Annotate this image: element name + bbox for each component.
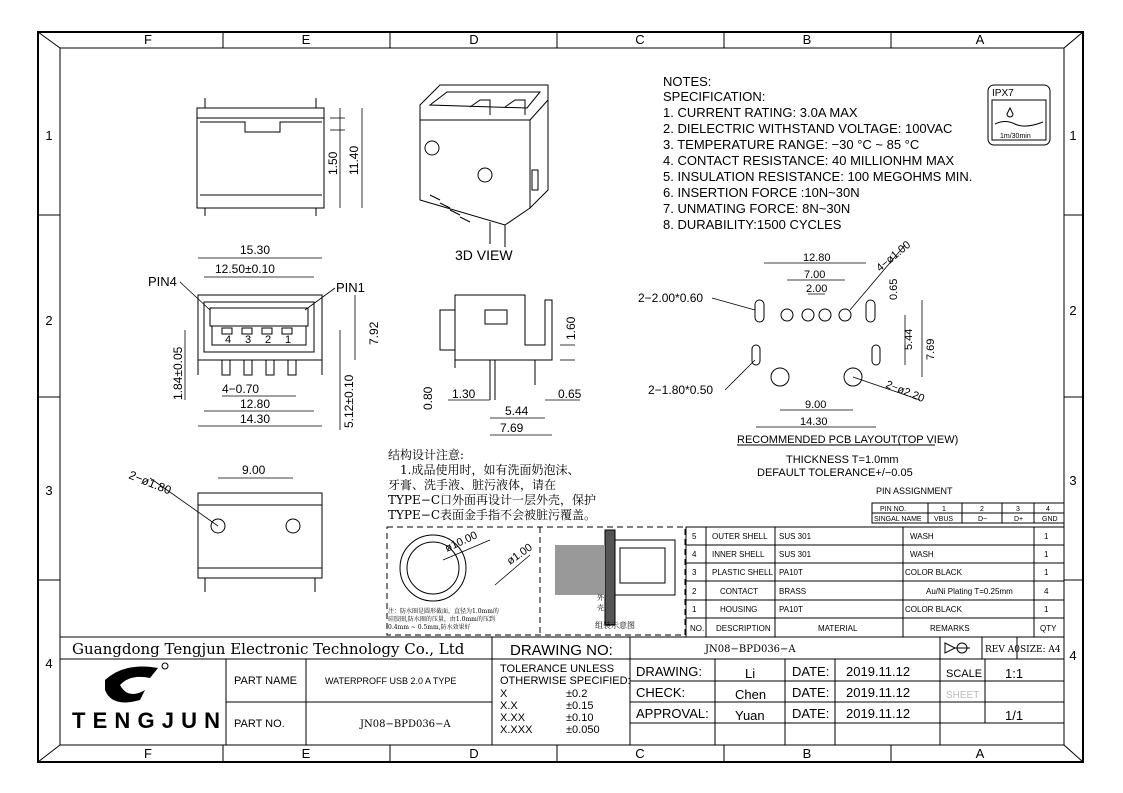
pcb-dim-7-00: 7.00 bbox=[804, 269, 826, 281]
date-label: DATE: bbox=[792, 706, 830, 721]
date-value: 2019.11.12 bbox=[846, 664, 911, 679]
dim-7-69: 7.69 bbox=[500, 421, 524, 435]
bom-no: 3 bbox=[692, 568, 697, 577]
pin-number: 4 bbox=[225, 334, 232, 346]
zone-col-c-bottom: C bbox=[635, 746, 645, 761]
note-line: 8. DURABILITY:1500 CYCLES bbox=[663, 217, 842, 232]
drawing-no-label: DRAWING NO: bbox=[510, 642, 613, 659]
assembly-label: 组装示意图 bbox=[595, 621, 635, 630]
pin-header: 2 bbox=[980, 506, 984, 513]
bom-material: SUS 301 bbox=[779, 550, 812, 559]
tol-val: ±0.15 bbox=[566, 700, 594, 712]
spec-heading: SPECIFICATION: bbox=[663, 89, 766, 104]
note-line: 1. CURRENT RATING: 3.0A MAX bbox=[663, 105, 858, 120]
dim-1-50: 1.50 bbox=[326, 151, 340, 175]
note-line: 3. TEMPERATURE RANGE: −30 °C ~ 85 °C bbox=[663, 137, 920, 152]
bom-remark: COLOR BLACK bbox=[905, 605, 962, 614]
bom-no: 4 bbox=[692, 550, 697, 559]
date-label: DATE: bbox=[792, 685, 830, 700]
dim-5-44: 5.44 bbox=[505, 404, 529, 418]
part-name-label: PART NAME bbox=[234, 675, 297, 687]
zone-row-1-right: 1 bbox=[1069, 128, 1077, 143]
bom-material: BRASS bbox=[779, 587, 807, 596]
zone-col-b: B bbox=[802, 32, 812, 47]
bom-qty: 1 bbox=[1044, 568, 1049, 577]
dim-1-84: 1.84±0.05 bbox=[171, 346, 185, 400]
tolerance-title: OTHERWISE SPECIFIED: bbox=[500, 675, 631, 687]
bom-qty: 1 bbox=[1044, 605, 1049, 614]
pcb-dim-14-30: 14.30 bbox=[800, 416, 828, 428]
dim-9-00: 9.00 bbox=[242, 463, 266, 477]
zone-col-e-bottom: E bbox=[301, 746, 311, 761]
drawing-no: JN08−BPD036−A bbox=[705, 644, 796, 655]
notes bbox=[663, 74, 972, 232]
sheet-value: 1/1 bbox=[1005, 708, 1024, 723]
pcb-layout bbox=[638, 239, 958, 479]
bom-header: DESCRIPTION bbox=[716, 624, 771, 633]
label-pin4: PIN4 bbox=[148, 274, 177, 289]
detail-note: 硅胶圈,防水圈的压量，由1.0mm的压到 bbox=[388, 616, 495, 623]
zone-col-a-bottom: A bbox=[975, 746, 985, 761]
zone-col-c: C bbox=[635, 32, 645, 47]
logo-text: TENGJUN bbox=[72, 708, 220, 733]
zone-row-1: 1 bbox=[45, 128, 53, 143]
bom-remark: WASH bbox=[910, 550, 934, 559]
bom-remark: Au/Ni Plating T=0.25mm bbox=[926, 587, 1013, 596]
bom-desc: PLASTIC SHELL bbox=[712, 568, 773, 577]
cn-note-line: 牙膏、洗手液、脏污液体，请在 bbox=[388, 478, 557, 492]
bom-remark: WASH bbox=[910, 532, 934, 541]
bom-no: 2 bbox=[692, 587, 697, 596]
pcb-slot-2-00: 2−2.00*0.60 bbox=[638, 291, 704, 305]
zone-col-e: E bbox=[301, 32, 311, 47]
dim-1-60: 1.60 bbox=[564, 316, 578, 340]
dim-2-phi-1-80: 2−ø1.80 bbox=[126, 467, 174, 498]
cn-note-line: TYPE−C表面金手指不会被脏污覆盖。 bbox=[388, 508, 596, 522]
dim-0-80: 0.80 bbox=[421, 386, 435, 410]
pin-number: 2 bbox=[265, 334, 272, 346]
zone-col-b-bottom: B bbox=[802, 746, 812, 761]
dim-7-92: 7.92 bbox=[367, 321, 381, 345]
assembly-side-a: 外 bbox=[597, 594, 604, 602]
check-label: CHECK: bbox=[636, 685, 686, 700]
drawn-by: Li bbox=[745, 666, 756, 681]
detail-phi-10: ø10.00 bbox=[443, 529, 480, 555]
pcb-dim-7-69: 7.69 bbox=[925, 338, 937, 360]
pin-assignment-table bbox=[872, 486, 1064, 523]
zone-col-f-bottom: F bbox=[144, 746, 152, 761]
pin-header: 4 bbox=[1046, 506, 1050, 513]
pin-signal: D+ bbox=[1014, 516, 1024, 523]
pcb-dim-9-00: 9.00 bbox=[805, 399, 827, 411]
company-name: Guangdong Tengjun Electronic Technology Co., Ltd bbox=[72, 640, 465, 658]
bom-no: 5 bbox=[692, 532, 697, 541]
pcb-dim-0-65: 0.65 bbox=[888, 278, 900, 300]
pcb-tolerance: DEFAULT TOLERANCE+/−0.05 bbox=[757, 467, 913, 479]
zone-col-f: F bbox=[144, 32, 152, 47]
pin-signal: SINGAL NAME bbox=[874, 516, 922, 523]
bom-no: 1 bbox=[692, 605, 697, 614]
note-line: 2. DIELECTRIC WITHSTAND VOLTAGE: 100VAC bbox=[663, 121, 953, 136]
chinese-design-note bbox=[388, 447, 596, 522]
pin-signal: GND bbox=[1042, 516, 1058, 523]
tengjun-logo bbox=[105, 663, 168, 702]
date-value: 2019.11.12 bbox=[846, 685, 911, 700]
tol-key: X.XX bbox=[500, 712, 526, 724]
pin-signal: VBUS bbox=[934, 516, 954, 523]
pin-signal: D− bbox=[978, 516, 988, 523]
top-view bbox=[197, 98, 362, 216]
tol-val: ±0.2 bbox=[566, 688, 588, 700]
bom-qty: 1 bbox=[1044, 550, 1049, 559]
bom-material: SUS 301 bbox=[779, 532, 812, 541]
zone-row-3-right: 3 bbox=[1069, 473, 1077, 488]
bom-desc: INNER SHELL bbox=[712, 550, 765, 559]
bom-table bbox=[686, 527, 1064, 637]
bom-desc: OUTER SHELL bbox=[712, 532, 768, 541]
pcb-dim-4-phi-1-00: 4−ø1.00 bbox=[874, 238, 914, 275]
zone-col-a: A bbox=[975, 32, 985, 47]
zone-row-2-right: 2 bbox=[1069, 303, 1077, 318]
scale-value: 1:1 bbox=[1005, 666, 1024, 681]
front-view bbox=[148, 243, 381, 430]
detail-note: 注：防水圈是圆形截面，直径为1.0mm的 bbox=[388, 608, 499, 615]
note-line: 5. INSULATION RESISTANCE: 100 MEGOHMS MIN. bbox=[663, 169, 973, 184]
pcb-title: RECOMMENDED PCB LAYOUT(TOP VIEW) bbox=[737, 434, 959, 446]
dim-12-80: 12.80 bbox=[240, 397, 271, 411]
approved-by: Yuan bbox=[735, 708, 765, 723]
pcb-dim-12-80: 12.80 bbox=[803, 252, 831, 264]
dim-15-30: 15.30 bbox=[240, 243, 271, 257]
pcb-dim-2-00: 2.00 bbox=[806, 283, 828, 295]
note-line: 4. CONTACT RESISTANCE: 40 MILLIONHM MAX bbox=[663, 153, 955, 168]
tol-val: ±0.10 bbox=[566, 712, 594, 724]
bom-header: QTY bbox=[1040, 624, 1057, 633]
cn-note-title: 结构设计注意: bbox=[388, 448, 465, 462]
cn-note-line: 1.成品使用时，如有洗面奶泡沫、 bbox=[400, 463, 580, 477]
approval-label: APPROVAL: bbox=[636, 706, 709, 721]
bom-desc: HOUSING bbox=[720, 605, 758, 614]
part-no-label: PART NO. bbox=[234, 718, 285, 730]
assembly-side-b: 壳 bbox=[597, 604, 604, 612]
water-drop-icon bbox=[1007, 108, 1013, 117]
dim-12-50: 12.50±0.10 bbox=[215, 262, 275, 276]
label-pin1: PIN1 bbox=[336, 280, 365, 295]
detail-phi-1: ø1.00 bbox=[504, 541, 535, 568]
bom-header: REMARKS bbox=[930, 624, 970, 633]
tol-key: X bbox=[500, 688, 508, 700]
ipx7-badge bbox=[988, 85, 1050, 145]
bom-material: PA10T bbox=[779, 568, 803, 577]
zone-row-4-right: 4 bbox=[1069, 648, 1077, 663]
note-line: 6. INSERTION FORCE :10N~30N bbox=[663, 185, 860, 200]
title-block bbox=[60, 637, 1064, 745]
bom-remark: COLOR BLACK bbox=[905, 568, 962, 577]
pin-header: 3 bbox=[1016, 506, 1020, 513]
bom-header: NO. bbox=[690, 624, 705, 633]
dim-0-65: 0.65 bbox=[558, 387, 582, 401]
pcb-thickness: THICKNESS T=1.0mm bbox=[786, 454, 899, 466]
dim-14-30: 14.30 bbox=[240, 412, 271, 426]
waterproof-detail bbox=[387, 527, 685, 635]
iso-3d-view bbox=[420, 85, 548, 263]
zone-row-2: 2 bbox=[45, 313, 53, 328]
label-3d-view: 3D VIEW bbox=[455, 247, 513, 263]
cn-note-line: TYPE−C口外面再设计一层外壳，保护 bbox=[388, 493, 596, 507]
part-name: WATERPROFF USB 2.0 A TYPE bbox=[325, 676, 457, 686]
bom-desc: CONTACT bbox=[720, 587, 759, 596]
bottom-view bbox=[127, 463, 322, 592]
zone-col-d: D bbox=[469, 32, 479, 47]
dim-1-30: 1.30 bbox=[452, 387, 476, 401]
side-view bbox=[421, 295, 582, 435]
tol-val: ±0.050 bbox=[566, 724, 600, 736]
pin-number: 1 bbox=[285, 334, 292, 346]
dim-11-40: 11.40 bbox=[347, 145, 361, 175]
dim-4-0-70: 4−0.70 bbox=[222, 382, 260, 396]
bom-qty: 4 bbox=[1044, 587, 1049, 596]
bom-material: PA10T bbox=[779, 605, 803, 614]
pcb-dim-5-44: 5.44 bbox=[903, 328, 915, 350]
zone-row-4: 4 bbox=[45, 656, 53, 671]
part-no: JN08−BPD036−A bbox=[360, 719, 451, 730]
ipx7-depth: 1m/30min bbox=[1000, 133, 1031, 140]
pin-number: 3 bbox=[245, 334, 252, 346]
paper-size: SIZE: A4 bbox=[1020, 645, 1061, 655]
detail-note: 0.4mm ~ 0.5mm,防水效果好 bbox=[388, 624, 471, 631]
pcb-slot-1-80: 2−1.80*0.50 bbox=[648, 383, 714, 397]
scale-label: SCALE bbox=[946, 668, 983, 680]
date-label: DATE: bbox=[792, 664, 830, 679]
pin-header: 1 bbox=[942, 506, 946, 513]
zone-col-d-bottom: D bbox=[469, 746, 479, 761]
gdt-symbols bbox=[945, 643, 970, 653]
ipx7-label: IPX7 bbox=[992, 88, 1014, 99]
revision: REV A0 bbox=[985, 645, 1020, 655]
zone-row-3: 3 bbox=[45, 483, 53, 498]
drawing-label: DRAWING: bbox=[636, 664, 702, 679]
bom-header: MATERIAL bbox=[818, 624, 858, 633]
tol-key: X.X bbox=[500, 700, 518, 712]
dim-5-12: 5.12±0.10 bbox=[342, 374, 356, 428]
pin-header: PIN NO. bbox=[880, 506, 907, 513]
pin-assign-title: PIN ASSIGNMENT bbox=[876, 486, 953, 496]
checked-by: Chen bbox=[735, 687, 767, 702]
pcb-dim-2-phi-2-20: 2−ø2.20 bbox=[883, 378, 927, 406]
notes-heading: NOTES: bbox=[663, 74, 712, 89]
sheet-label: SHEET bbox=[946, 690, 980, 701]
tol-key: X.XXX bbox=[500, 724, 533, 736]
bom-qty: 1 bbox=[1044, 532, 1049, 541]
date-value: 2019.11.12 bbox=[846, 706, 911, 721]
note-line: 7. UNMATING FORCE: 8N~30N bbox=[663, 201, 851, 216]
tolerance-title: TOLERANCE UNLESS bbox=[500, 663, 615, 675]
